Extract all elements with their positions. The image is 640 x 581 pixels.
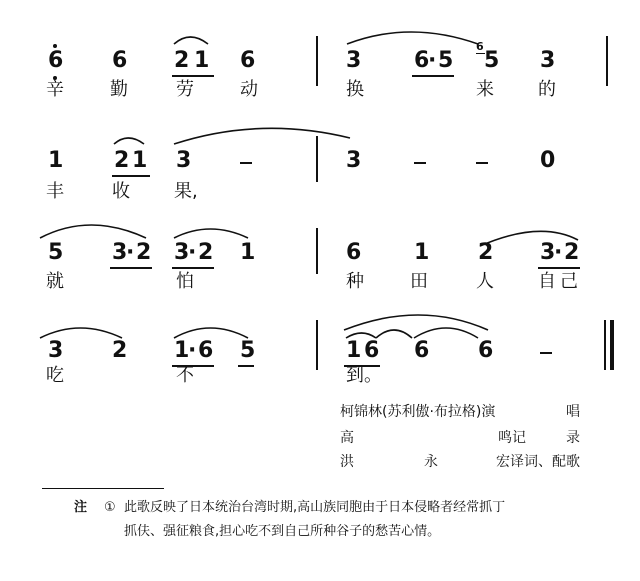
grace-note: 6: [476, 40, 484, 53]
dash-extension: [414, 162, 426, 164]
note: 6: [198, 338, 214, 363]
bar-line: [316, 228, 318, 274]
lyric: 吃: [46, 365, 64, 386]
note: 1: [346, 338, 362, 363]
note: 1: [194, 48, 210, 73]
note: 5: [48, 240, 64, 265]
final-bar-thin: [604, 320, 606, 370]
note: 3: [346, 148, 362, 173]
dot-symbol: ·: [126, 240, 135, 265]
note: 5: [484, 48, 500, 73]
note: 3: [540, 48, 556, 73]
note: 6: [112, 48, 128, 73]
note: 1: [48, 148, 64, 173]
dot-symbol: ·: [188, 338, 197, 363]
lyric: 田: [410, 271, 428, 292]
dash-extension: [540, 352, 552, 354]
lyric: 就: [46, 271, 64, 292]
bar-line: [316, 136, 318, 182]
high-octave-dot: [53, 44, 57, 48]
lyric: 不: [176, 365, 194, 386]
credit-role: 唱: [566, 404, 580, 420]
note: 1: [414, 240, 430, 265]
lyric: 换: [346, 79, 364, 100]
underline: [238, 365, 254, 367]
note: 2: [174, 48, 190, 73]
note: 3: [176, 148, 192, 173]
underline: [110, 267, 152, 269]
lyric: 人: [476, 271, 494, 292]
note: 2: [564, 240, 580, 265]
note: 2: [198, 240, 214, 265]
note: 3: [174, 240, 190, 265]
slur-r2-long: [174, 128, 350, 144]
note: 6: [240, 48, 256, 73]
dot-symbol: ·: [554, 240, 563, 265]
note: 3: [540, 240, 556, 265]
note: 2: [136, 240, 152, 265]
bar-line: [606, 36, 608, 86]
credit-translator-b: 永: [424, 454, 438, 470]
dot-symbol: ·: [188, 240, 197, 265]
note: 1: [132, 148, 148, 173]
note: 5: [240, 338, 256, 363]
footnote-line-2: 抓伕、强征粮食,担心吃不到自己所种谷子的愁苦心情。: [124, 524, 441, 539]
underline: [538, 267, 580, 269]
lyric: 动: [240, 79, 258, 100]
underline: [172, 267, 214, 269]
dot-symbol: ·: [428, 48, 437, 73]
slur-r4-3-2: [40, 328, 122, 338]
underline: [172, 75, 214, 77]
slur-r4-6-6a: [376, 330, 412, 338]
slur-r1-21: [174, 37, 208, 44]
note: 1: [174, 338, 190, 363]
note: 6: [414, 338, 430, 363]
final-bar-thick: [610, 320, 614, 370]
credit-role-tail: 录: [566, 430, 580, 446]
credit-role: 鸣记: [498, 430, 526, 446]
credit-recorder-a: 高: [340, 430, 354, 446]
slur-r2-21: [114, 138, 144, 144]
credit-performer: 柯锦林(苏利傲·布拉格)演: [340, 404, 496, 420]
note: 6: [48, 48, 64, 73]
note: 3: [346, 48, 362, 73]
lyric: 的: [538, 79, 556, 100]
slur-r4-long: [344, 315, 488, 330]
lyric: 收: [112, 181, 130, 202]
lyric: 劳: [176, 79, 194, 100]
bar-line: [316, 36, 318, 86]
footnote-label: 注: [74, 500, 88, 515]
lyric: 果,: [174, 181, 198, 202]
note: 6: [364, 338, 380, 363]
note: 5: [438, 48, 454, 73]
note: 3: [112, 240, 128, 265]
credit-role: 宏译词、配歌: [496, 454, 580, 470]
credit-translator-a: 洪: [340, 454, 354, 470]
note: 3: [48, 338, 64, 363]
note: 0: [540, 148, 556, 173]
dash-extension: [476, 162, 488, 164]
lyric: 种: [346, 271, 364, 292]
lyric: 怕: [176, 271, 194, 292]
lyric: 己: [560, 271, 578, 292]
underline: [112, 175, 150, 177]
slur-r3-32-1: [174, 229, 248, 238]
lyric: 丰: [46, 181, 64, 202]
slur-r3-5-32: [40, 225, 146, 238]
footnote-rule: [42, 488, 164, 489]
bar-line: [316, 320, 318, 370]
note: 1: [240, 240, 256, 265]
lyric: 勤: [110, 79, 128, 100]
note: 2: [112, 338, 128, 363]
footnote-line-1: 此歌反映了日本统治台湾时期,高山族同胞由于日本侵略者经常抓丁: [124, 500, 506, 515]
lyric: 自: [538, 271, 556, 292]
slur-r4-16-5: [174, 328, 248, 338]
lyric: 到。: [346, 365, 382, 386]
note: 6: [346, 240, 362, 265]
note: 2: [478, 240, 494, 265]
note: 6: [414, 48, 430, 73]
lyric: 来: [476, 79, 494, 100]
slur-r4-6-6b: [414, 328, 478, 338]
slur-r1-3-5: [347, 32, 478, 44]
footnote-marker: ①: [104, 500, 116, 515]
dash-extension: [240, 162, 252, 164]
underline: [412, 75, 454, 77]
lyric: 辛: [46, 79, 64, 100]
note: 6: [478, 338, 494, 363]
note: 2: [114, 148, 130, 173]
